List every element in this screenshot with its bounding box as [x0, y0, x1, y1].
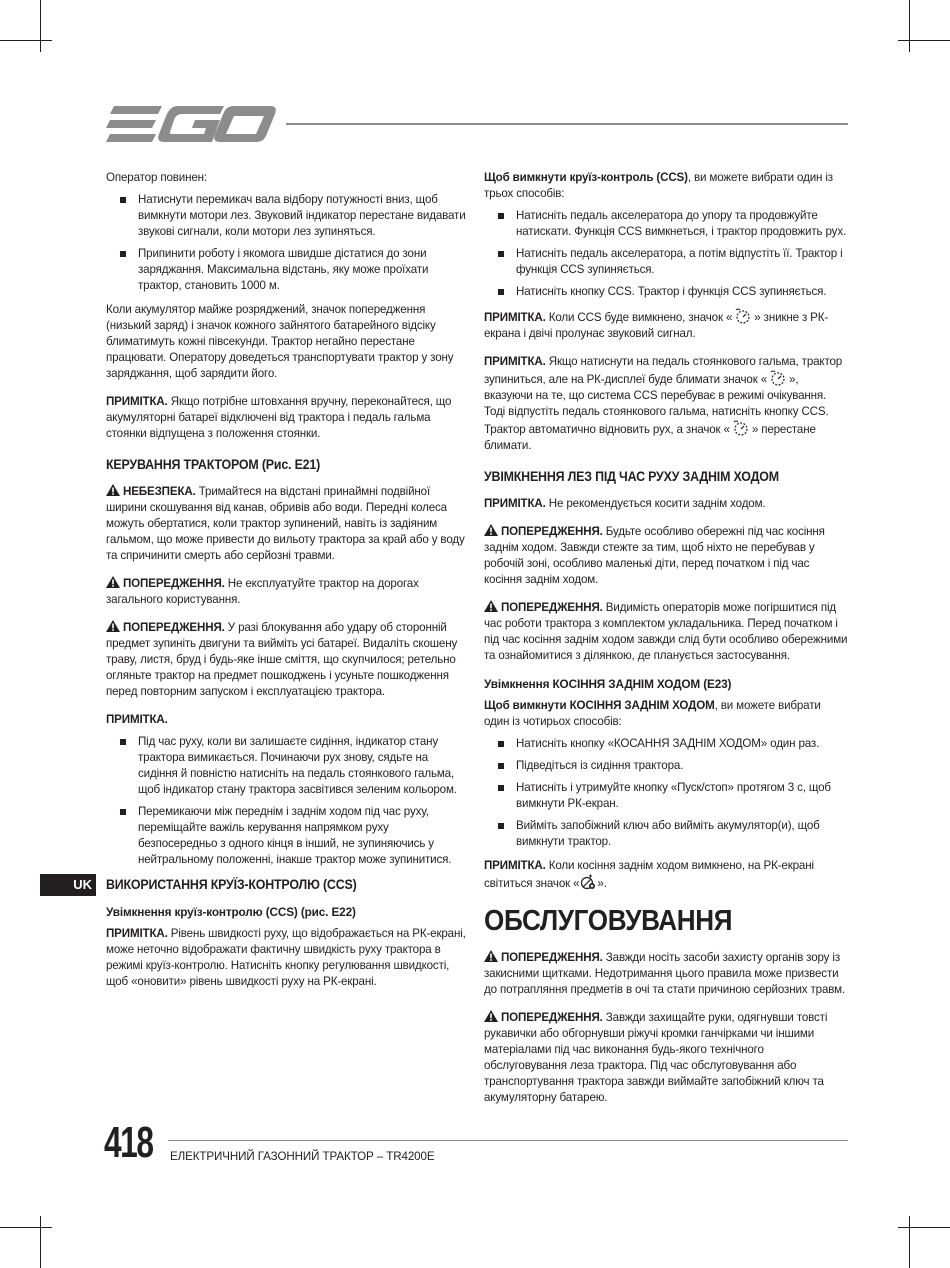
list-item: Натисніть кнопку «КОСАННЯ ЗАДНІМ ХОДОМ» один раз. — [484, 736, 848, 752]
danger-block: НЕБЕЗПЕКА. Тримайтеся на відстані принаймні подвійної ширини скошування від канав, обривів або води. Передні колеса можуть обертатися, коли трактор зупинений, навіть із задіяним гальмом, що може привести до вильоту трактора за край або у воду та спричинити смерть або серйозні травми. — [106, 485, 465, 562]
section-title-ccs: ВИКОРИСТАННЯ КРУЇЗ-КОНТРОЛЮ (CCS) — [106, 877, 357, 892]
footer-title: ЕЛЕКТРИЧНИЙ ГАЗОННИЙ ТРАКТОР – TR4200E — [170, 1150, 435, 1163]
note-ccs-off: ПРИМІТКА. Коли CCS буде вимкнено, значок « » зникне з РК-екрана і двічі пролунає звуковий сигнал. — [484, 308, 848, 342]
warning-block: ПОПЕРЕДЖЕННЯ. Будьте особливо обережні під час косіння заднім ходом. Завжди стежте за тим, щоб ніхто не перебував у робочій зоні, особливо маленькі діти, перед початком і під час косіння заднім ходом. — [484, 525, 825, 586]
warning-triangle-icon — [106, 620, 120, 632]
list-item: Перемикаючи між переднім і заднім ходом під час руху, переміщайте важіль керування напрямком руху безпосередньо з одного кінця в інший, не зупиняючись у нейтральному положенні, інакше трактор може зупинитися. — [106, 804, 468, 868]
note-ccs-speed: ПРИМІТКА. Рівень швидкості руху, що відображається на РК-екрані, може неточно відображати фактичну швидкість руху трактора в режимі круїз-контролю. Натисніть кнопку регулювання швидкості, щоб «оновити» рівень швидкості руху на РК-екрані. — [106, 927, 466, 988]
note-push: ПРИМІТКА. Якщо потрібне штовхання вручну, переконайтеся, що акумуляторні батареї відключені від трактора і педаль гальма стоянки відпущена з положення стоянки. — [106, 395, 452, 440]
low-battery-paragraph: Коли акумулятор майже розряджений, значок попередження (низький заряд) і значок кожного зайнятого батарейного відсіку блиматимуть кожні півсекунди. Трактор негайно перестане працювати. Оператору доведеться транспортувати трактор у зону заряджання, щоб зарядити його. — [106, 303, 454, 380]
list-item: Припинити роботу і якомога швидше дістатися до зони заряджання. Максимальна відстань, яку може проїхати трактор, становить 1000 м. — [106, 246, 468, 294]
note-parking-brake: ПРИМІТКА. Якщо натиснути на педаль стоянкового гальма, трактор зупиниться, але на РК-дисплеї буде блимати значок « », вказуючи на те, що система CCS перебуває в режимі очікування. Тоді відпустіть педаль стоянкового гальма, натисніть кнопку CCS. Трактор автоматично відновить рух, а значок « » перестане блимати. — [484, 355, 843, 452]
warning-block: ПОПЕРЕДЖЕННЯ. У разі блокування або удару об сторонній предмет зупиніть двигуни та вийміть усі батареї. Видаліть скошену траву, листя, бруд і будь-яке інше сміття, що скупчилося; ретельно огляньте трактор на предмет пошкоджень і усуньте пошкодження перед повторним запуском і експлуатацією трактора. — [106, 621, 458, 698]
crop-mark — [909, 0, 910, 52]
crop-mark — [909, 1216, 910, 1268]
list-item: Натисніть кнопку CCS. Трактор і функція CCS зупиняється. — [484, 284, 848, 300]
header-rule — [286, 123, 848, 125]
operator-steps-list — [106, 192, 468, 294]
subtitle-ccs-on: Увімкнення круїз-контролю (CCS) (рис. E22) — [106, 905, 356, 919]
warning-block: ПОПЕРЕДЖЕННЯ. Не експлуатуйте трактор на дорогах загального користування. — [106, 577, 419, 606]
left-column — [106, 170, 468, 1002]
note-label: ПРИМІТКА. — [106, 395, 168, 408]
warning-triangle-icon — [484, 600, 498, 612]
note-reverse: ПРИМІТКА. Не рекомендується косити заднім ходом. — [484, 497, 766, 510]
crop-mark — [40, 1216, 41, 1268]
intro-text: Оператор повинен: — [106, 171, 207, 184]
page-number: 418 — [104, 1118, 153, 1167]
ego-logo — [106, 104, 278, 144]
warning-triangle-icon — [484, 1010, 498, 1022]
list-item: Під час руху, коли ви залишаєте сидіння, індикатор стану трактора вимикається. Починаючи рух знову, сядьте на сидіння й повністю натисніть на педаль стоянкового гальма, щоб індикатор стану трактора засвітився зеленим кольором. — [106, 734, 468, 798]
list-item: Натисніть педаль акселератора до упору та продовжуйте натискати. Функція CCS вимкнеться, і трактор продовжить рух. — [484, 208, 848, 240]
section-title-reverse: УВІМКНЕННЯ ЛЕЗ ПІД ЧАС РУХУ ЗАДНІМ ХОДОМ — [484, 469, 779, 484]
crop-mark — [0, 40, 52, 41]
ccs-off-list — [484, 208, 848, 300]
driving-notes-list — [106, 734, 468, 868]
footer-rule — [168, 1140, 848, 1141]
list-item: Вийміть запобіжний ключ або вийміть акумулятор(и), щоб вимкнути трактор. — [484, 818, 848, 850]
crop-mark — [0, 1227, 52, 1228]
warning-triangle-icon — [106, 576, 120, 588]
list-item: Натиснути перемикач вала відбору потужності вниз, щоб вимкнути мотори лез. Звуковий індикатор перестане видавати звукові сигнали, коли мотори лез зупиняться. — [106, 192, 468, 240]
ccs-off-intro: Щоб вимкнути круїз-контроль (CCS), ви можете вибрати один із трьох способів: — [484, 171, 833, 200]
warning-block: ПОПЕРЕДЖЕННЯ. Завжди носіть засоби захисту органів зору із закисними щитками. Недотримання цього правила може призвести до потрапляння предметів в очі та стати причиною серйозних травм. — [484, 951, 846, 996]
crop-mark — [898, 40, 950, 41]
note-label-standalone: ПРИМІТКА. — [106, 713, 168, 726]
list-item: Натисніть і утримуйте кнопку «Пуск/стоп» протягом 3 с, щоб вимкнути РК-екран. — [484, 780, 848, 812]
warning-triangle-icon — [484, 950, 498, 962]
crop-mark — [898, 1227, 950, 1228]
reverse-mowing-off-icon — [580, 874, 596, 890]
warning-triangle-icon — [106, 484, 120, 496]
warning-block: ПОПЕРЕДЖЕННЯ. Завжди захищайте руки, одягнувши товсті рукавички або обгорнувши ріжучі кромки ганчірками чи іншими матеріалами під час виконання будь-якого технічного обслуговування леза трактора. Під час обслуговування або транспортування трактора завжди виймайте запобіжний ключ та акумуляторну батарею. — [484, 1011, 828, 1104]
warning-block: ПОПЕРЕДЖЕННЯ. Видимість операторів може погіршитися під час роботи трактора з комплектом укладальника. Перед початком і під час косіння заднім ходом завжди слід бути особливо обережними та ознайомитися з ділянкою, де планується застосування. — [484, 601, 848, 662]
note-rmo-off: ПРИМІТКА. Коли косіння заднім ходом вимкнено, на РК-екрані світиться значок « ». — [484, 859, 814, 890]
warning-triangle-icon — [484, 524, 498, 536]
rmo-off-intro: Щоб вимкнути КОСІННЯ ЗАДНІМ ХОДОМ, ви можете вибрати один із чотирьох способів: — [484, 699, 821, 728]
list-item: Натисніть педаль акселератора, а потім відпустіть її. Трактор і функція CCS зупиняється. — [484, 246, 848, 278]
list-item: Підведіться із сидіння трактора. — [484, 758, 848, 774]
right-column — [484, 170, 848, 1118]
rmo-off-list — [484, 736, 848, 850]
cruise-control-icon — [731, 420, 751, 436]
crop-mark — [40, 0, 41, 52]
section-title-driving: КЕРУВАННЯ ТРАКТОРОМ (Рис. E21) — [106, 457, 321, 472]
section-title-maintenance: ОБСЛУГОВУВАННЯ — [484, 905, 733, 937]
language-tab: UK — [40, 874, 96, 896]
subtitle-rmo-on: Увімкнення КОСІННЯ ЗАДНІМ ХОДОМ (E23) — [484, 677, 732, 691]
cruise-control-icon — [733, 308, 753, 324]
cruise-control-icon — [768, 370, 788, 386]
